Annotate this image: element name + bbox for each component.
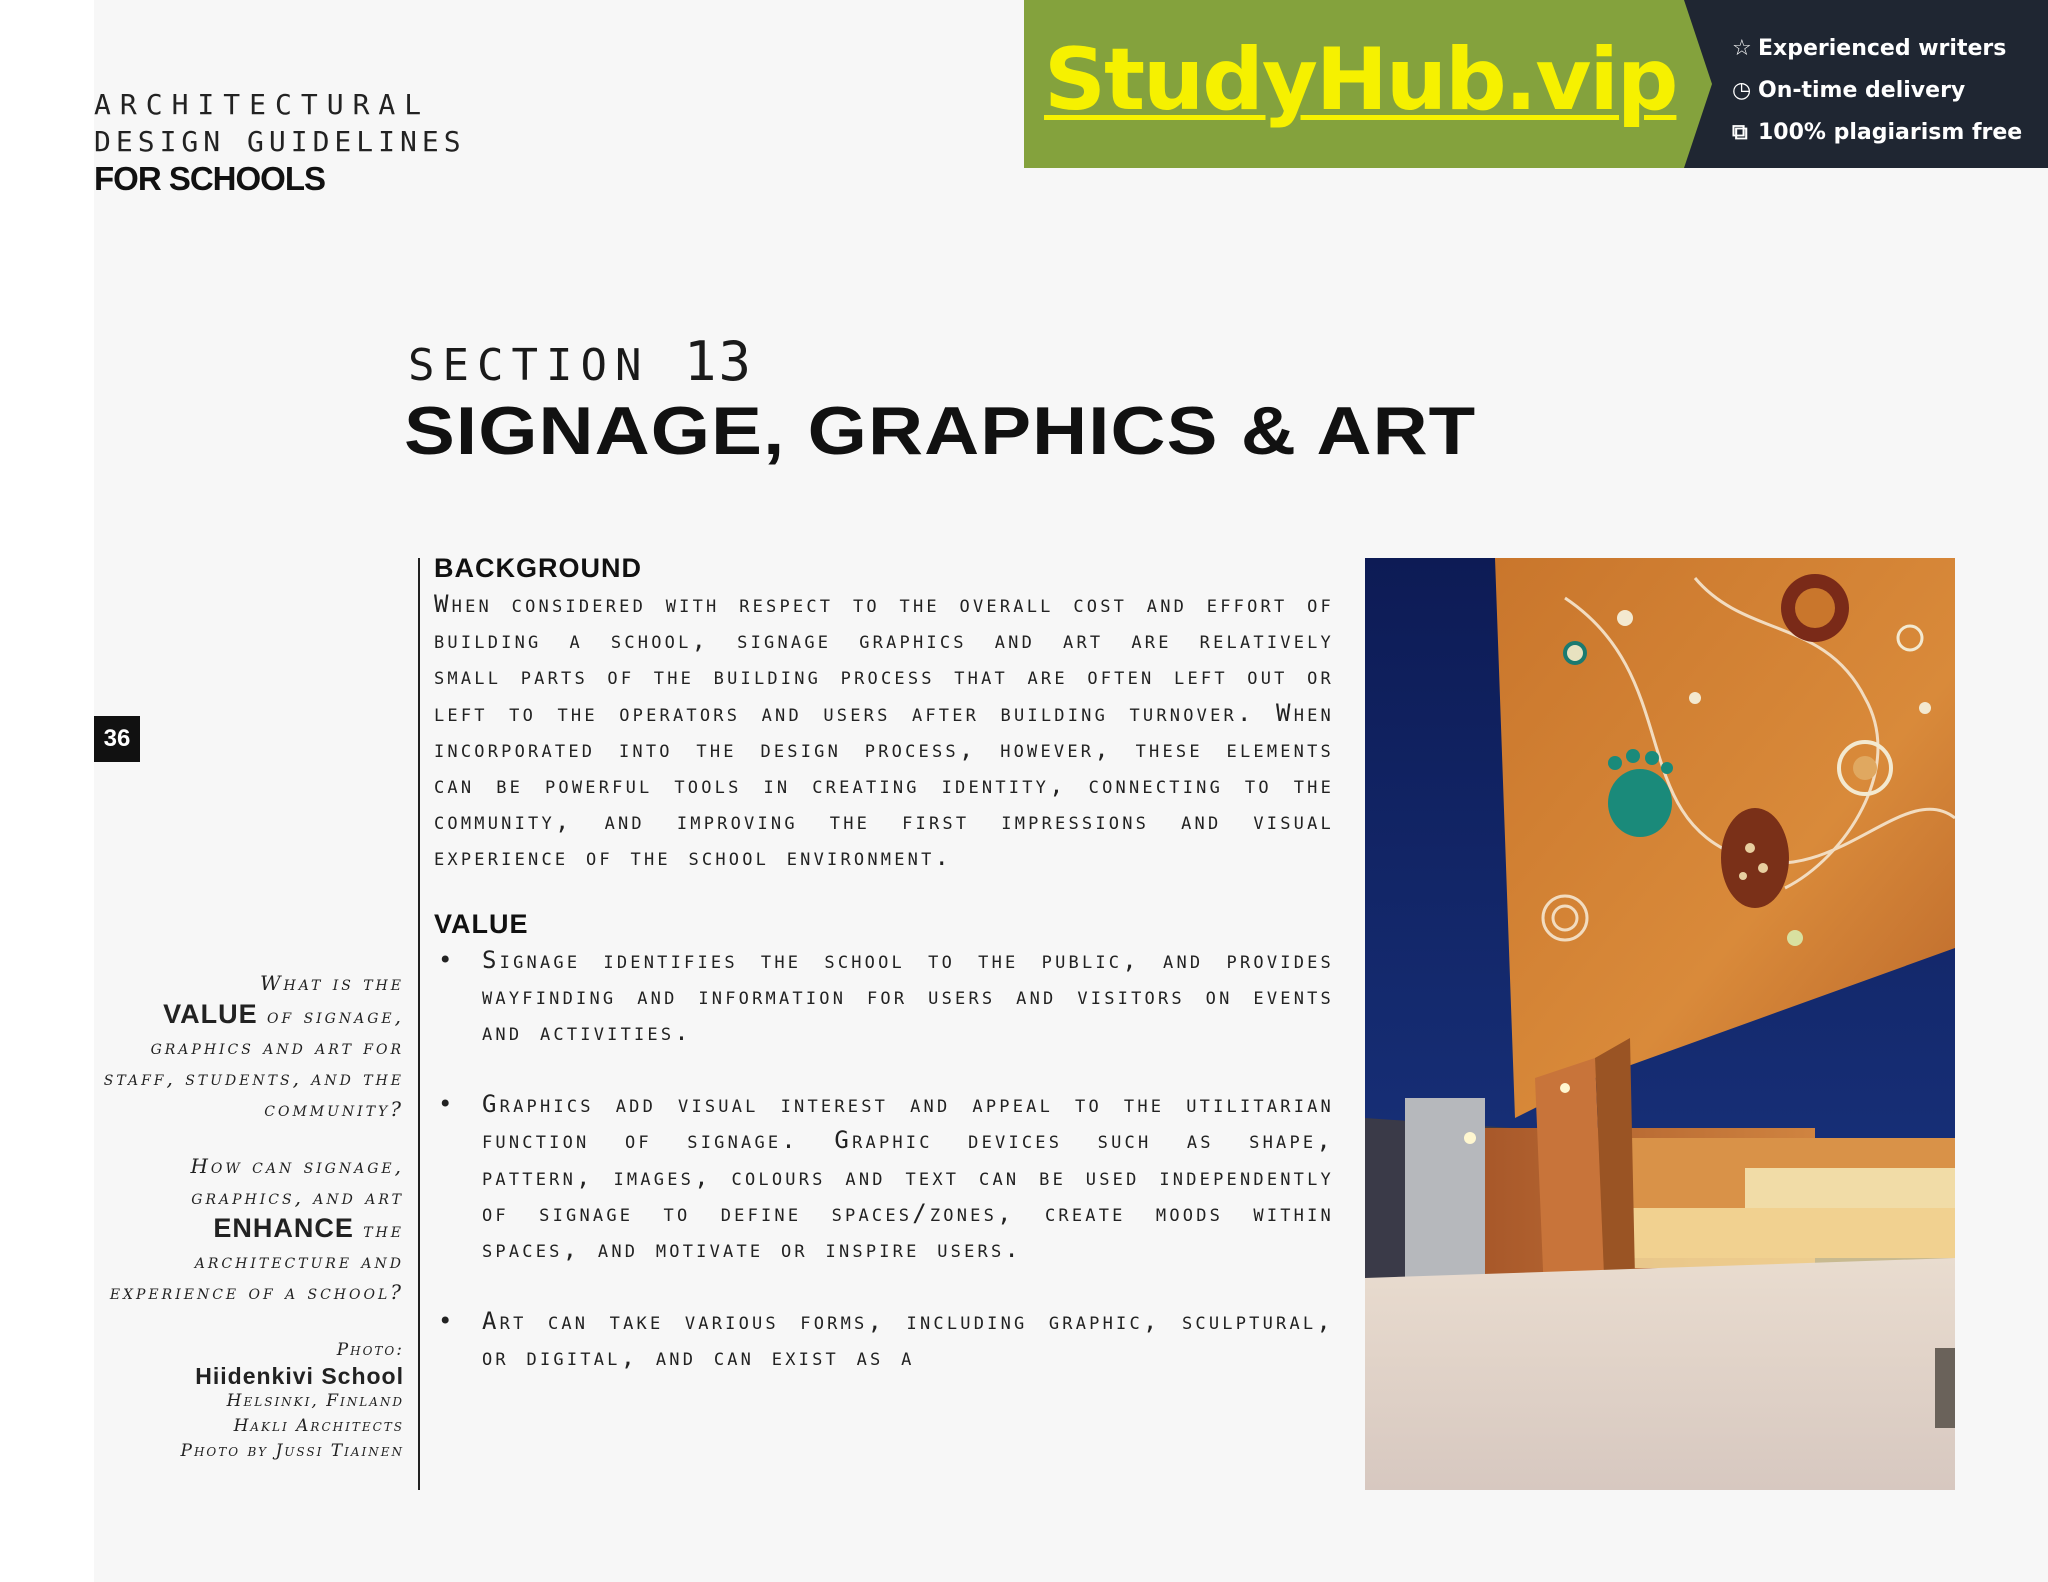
ad-feature-item	[1732, 112, 2022, 154]
document-title-line-1: ARCHITECTURAL	[94, 88, 431, 121]
photo-credit-location: Helsinki, Finland	[226, 1391, 404, 1411]
copy-icon: ⧉	[1732, 120, 1748, 145]
question-value-post: of signage, graphics and art for staff, students, and the community?	[103, 1004, 404, 1121]
question-enhance-post: the architecture and experience of a school?	[109, 1218, 404, 1304]
school-photo	[1365, 558, 1955, 1490]
photo-credit-label: Photo:	[336, 1340, 404, 1360]
section-title: SIGNAGE, GRAPHICS & ART	[404, 393, 1477, 469]
photo-credit	[94, 1338, 404, 1464]
section-label	[408, 330, 753, 393]
bullet-dot: •	[438, 945, 456, 974]
ad-arrow-shape	[1684, 0, 1712, 168]
question-value-keyword: VALUE	[163, 999, 258, 1029]
school-photo-illustration	[1365, 558, 1955, 1490]
ad-brand-link[interactable]: StudyHub.vip	[1044, 30, 1677, 130]
list-item	[434, 1086, 1334, 1267]
bullet-dot: •	[438, 1307, 456, 1336]
document-title	[94, 86, 466, 197]
ad-banner[interactable]	[1024, 0, 2048, 168]
ad-feature-label: Experienced writers	[1758, 36, 2007, 61]
column-divider	[418, 558, 420, 1490]
photo-credit-school: Hiidenkivi School	[195, 1363, 404, 1389]
star-outline-icon: ☆	[1732, 36, 1752, 61]
photo-credit-architect: Hakli Architects	[233, 1416, 404, 1436]
question-enhance-pre: How can signage, graphics, and art	[190, 1154, 404, 1209]
ad-feature-label: On-time delivery	[1758, 78, 1966, 103]
background-heading: BACKGROUND	[434, 553, 642, 583]
sidebar-question-enhance	[94, 1151, 404, 1308]
sidebar-captions	[94, 968, 404, 1464]
photo-credit-photographer: Photo by Jussi Tiainen	[180, 1441, 404, 1461]
list-item-text: Art can take various forms, including graphic, sculptural, or digital, and can exist as a	[482, 1307, 1334, 1372]
list-item	[434, 942, 1334, 1051]
question-value-pre: What is the	[259, 971, 404, 995]
page-number-badge: 36	[94, 716, 140, 762]
ad-feature-item	[1732, 70, 2022, 112]
list-item-text: Signage identifies the school to the public, and provides wayfinding and information for users and visitors on events and activities.	[482, 945, 1334, 1047]
sidebar-question-value	[94, 968, 404, 1125]
section-word: SECTION	[408, 340, 650, 391]
bullet-dot: •	[438, 1090, 456, 1119]
document-title-line-2: DESIGN GUIDELINES	[94, 125, 466, 158]
question-enhance-keyword: ENHANCE	[213, 1213, 354, 1243]
list-item	[434, 1303, 1334, 1375]
background-paragraph: When considered with respect to the overall cost and effort of building a school, signage graphics and art are relatively small parts of the building process that are often left out or left to the operators and users after building turnover. When incorporated into the design process, however, these elements can be powerful tools in creating identity, connecting to the community, and improving the first impressions and visual experience of the school environment.	[434, 590, 1334, 872]
list-item-text: Graphics add visual interest and appeal to the utilitarian function of signage. Graphic devices such as shape, pattern, images, colours and text can be used independently of signage to define spaces/zones, create moods within spaces, and motivate or inspire users.	[482, 1090, 1334, 1264]
value-bullet-list	[434, 942, 1334, 1376]
main-content	[434, 550, 1334, 1412]
ad-feature-item	[1732, 28, 2022, 70]
clock-icon: ◷	[1732, 78, 1752, 103]
ad-feature-list	[1732, 28, 2022, 154]
section-number: 13	[683, 330, 753, 393]
document-title-line-3: FOR SCHOOLS	[94, 160, 326, 197]
value-heading: VALUE	[434, 908, 529, 939]
ad-feature-label: 100% plagiarism free	[1758, 120, 2023, 145]
